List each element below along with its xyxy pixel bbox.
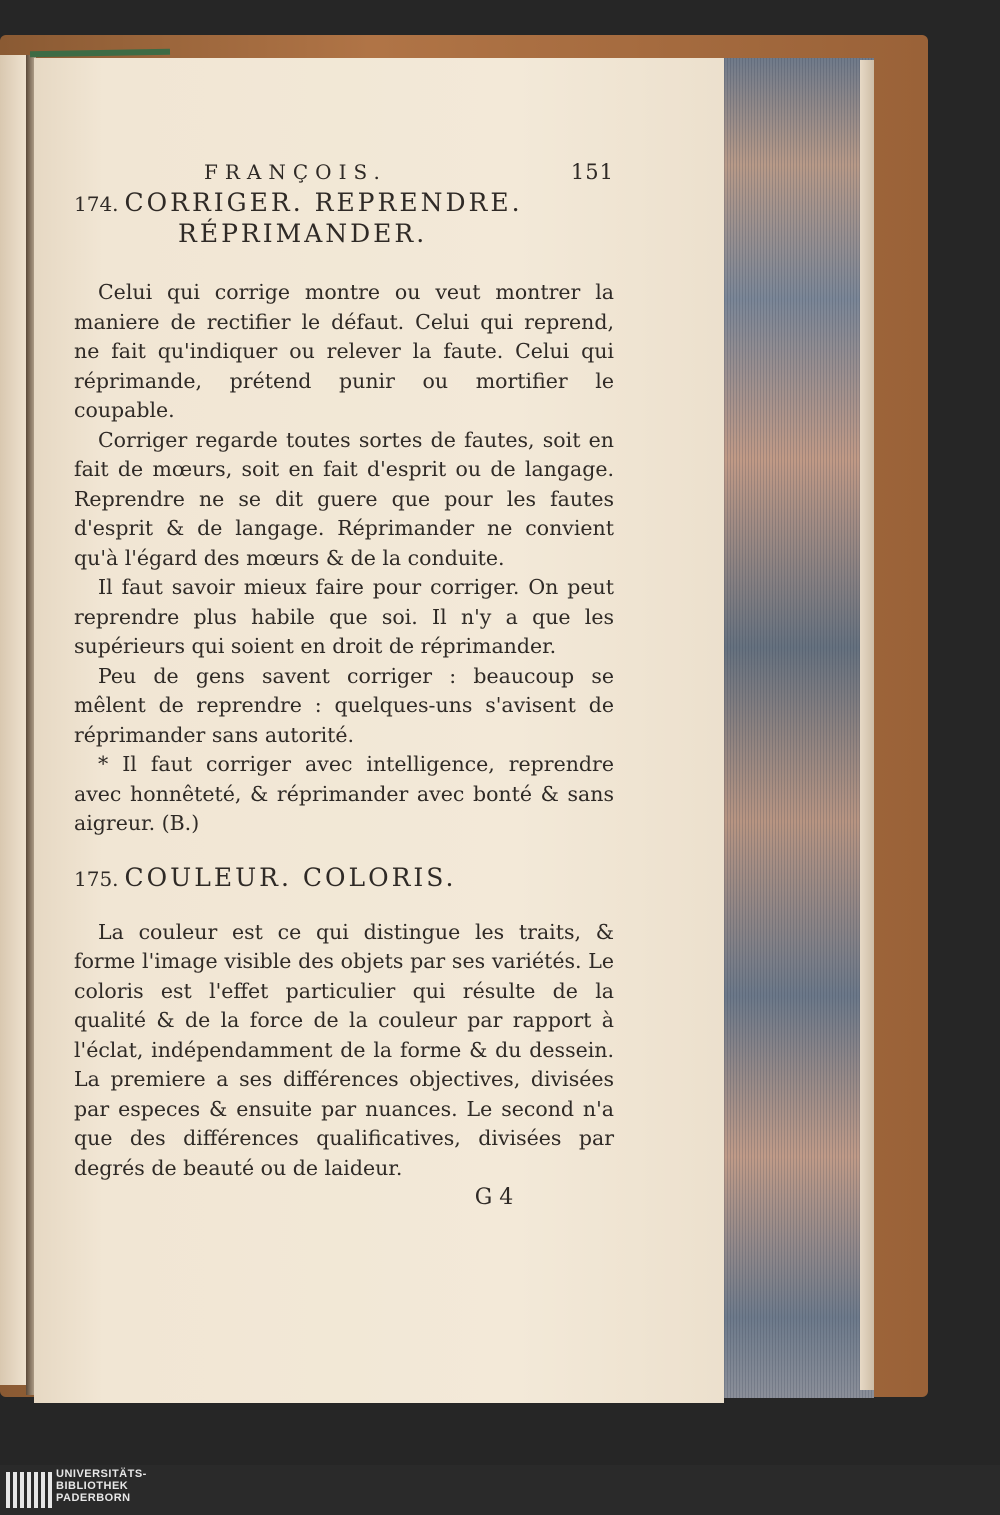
article-title: COULEUR. COLORIS. (124, 862, 457, 892)
page-block-edge (724, 58, 874, 1398)
paragraph: * Il faut corriger avec intelligence, reprendre avec honnêteté, & réprimander avec bonté & sans aigreur. (B.) (74, 752, 614, 835)
library-name-line: UNIVERSITÄTS- (56, 1468, 147, 1480)
article-174-title (74, 188, 614, 248)
article-number: 174. (74, 192, 119, 216)
page-number: 151 (570, 160, 614, 184)
page-block-inner-edge (860, 60, 874, 1390)
paragraph: Corriger regarde toutes sortes de fautes, soit en fait de mœurs, soit en fait d'esprit ou de langage. Reprendre ne se dit guere que pour les fautes d'esprit & de langage. Réprimander ne convient qu'à l'égard des mœurs & de la conduite. (74, 427, 614, 570)
previous-page-edge (0, 55, 28, 1385)
article-number: 175. (74, 866, 119, 891)
paragraph: Peu de gens savent corriger : beaucoup se mêlent de reprendre : quelques-uns s'avisent de réprimander sans autorité. (74, 663, 614, 747)
library-name (56, 1468, 147, 1504)
library-name-line: PADERBORN (56, 1492, 131, 1504)
running-head-title: FRANÇOIS. (204, 160, 387, 184)
library-name-line: BIBLIOTHEK (56, 1480, 129, 1492)
library-logo-icon (6, 1472, 52, 1508)
paragraph: La couleur est ce qui distingue les traits, & forme l'image visible des objets par ses variétés. Le coloris est l'effet particulier qui résulte de la qualité & de la force de la couleur par rapport à l'éclat, indépendamment de la forme & du dessein. La premiere a ses différences objectives, divisées par especes & ensuite par nuances. Le second n'a que des différences qualificatives, divisées par degrés de beauté ou de laideur. (74, 919, 614, 1180)
paragraph: Celui qui corrige montre ou veut montrer la maniere de rectifier le défaut. Celui qui reprend, ne fait qu'indiquer ou relever la faute. Celui qui réprimande, prétend punir ou mortifier le coupable. (74, 280, 614, 422)
article-title-line2: RÉPRIMANDER. (178, 219, 428, 248)
paragraph: Il faut savoir mieux faire pour corriger. On peut reprendre plus habile que soi. Il n'y a que les supérieurs qui soient en droit de réprimander. (74, 575, 614, 658)
signature-mark: G 4 (474, 1185, 514, 1210)
article-175-title (74, 863, 614, 894)
running-head (74, 160, 614, 184)
page-text (74, 160, 614, 1210)
article-title-line1: CORRIGER. REPRENDRE. (124, 188, 523, 217)
footer-bar (0, 1465, 1000, 1515)
